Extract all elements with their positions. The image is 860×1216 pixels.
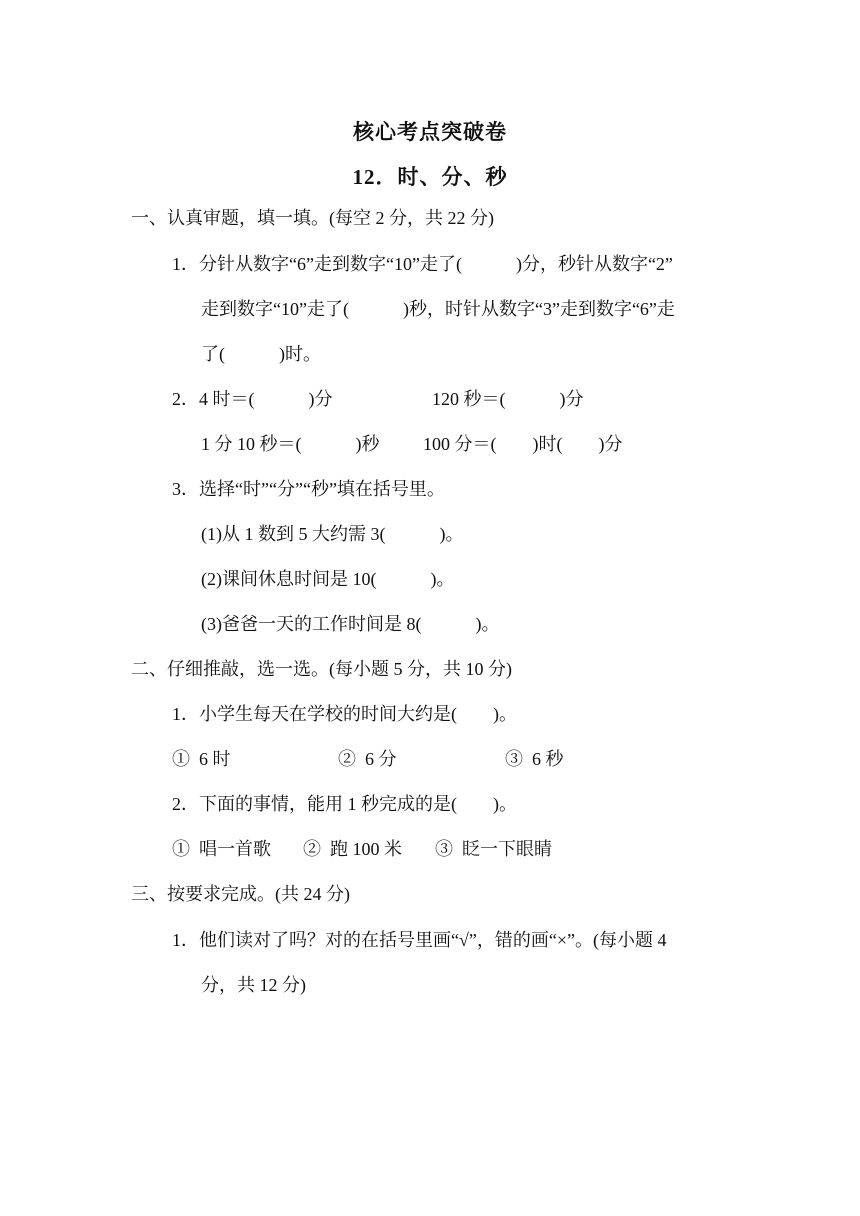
section3-heading: 三、按要求完成。(共 24 分) [131, 884, 350, 904]
s2-q1-option-1: ① 6 时 [172, 749, 231, 769]
s2-q2-option-1: ① 唱一首歌 [172, 839, 271, 859]
s3-q1-line1: 1．他们读对了吗？对的在括号里画“√”，错的画“×”。(每小题 4 [172, 930, 667, 950]
s1-q2-item-seconds: 120 秒＝( )分 [432, 389, 584, 409]
s1-q2-item-100min: 100 分＝( )时( )分 [423, 434, 623, 454]
s1-q3-item1: (1)从 1 数到 5 大约需 3( )。 [201, 524, 464, 544]
section1-heading: 一、认真审题，填一填。(每空 2 分，共 22 分) [131, 208, 494, 228]
page-title: 核心考点突破卷 [353, 120, 507, 144]
s3-q1-line2: 分，共 12 分) [201, 975, 306, 995]
s2-q1-option-2: ② 6 分 [338, 749, 397, 769]
s1-q2-item-hours: 2．4 时＝( )分 [172, 389, 333, 409]
s1-q1-line3: 了( )时。 [201, 344, 321, 364]
s2-q2-option-3: ③ 眨一下眼睛 [435, 839, 552, 859]
s1-q3-stem: 3．选择“时”“分”“秒”填在括号里。 [172, 479, 445, 499]
s2-q2-option-2: ② 跑 100 米 [303, 839, 402, 859]
s1-q1-line1: 1．分针从数字“6”走到数字“10”走了( )分，秒针从数字“2” [172, 254, 673, 274]
section2-heading: 二、仔细推敲，选一选。(每小题 5 分，共 10 分) [131, 659, 512, 679]
page-subtitle: 12．时、分、秒 [352, 165, 508, 189]
s1-q3-item2: (2)课间休息时间是 10( )。 [201, 569, 455, 589]
s1-q1-line2: 走到数字“10”走了( )秒，时针从数字“3”走到数字“6”走 [201, 299, 675, 319]
s1-q2-item-minsec: 1 分 10 秒＝( )秒 [201, 434, 380, 454]
s1-q3-item3: (3)爸爸一天的工作时间是 8( )。 [201, 614, 500, 634]
s2-q1-stem: 1．小学生每天在学校的时间大约是( )。 [172, 704, 517, 724]
s2-q1-option-3: ③ 6 秒 [505, 749, 564, 769]
s2-q2-stem: 2．下面的事情，能用 1 秒完成的是( )。 [172, 794, 517, 814]
